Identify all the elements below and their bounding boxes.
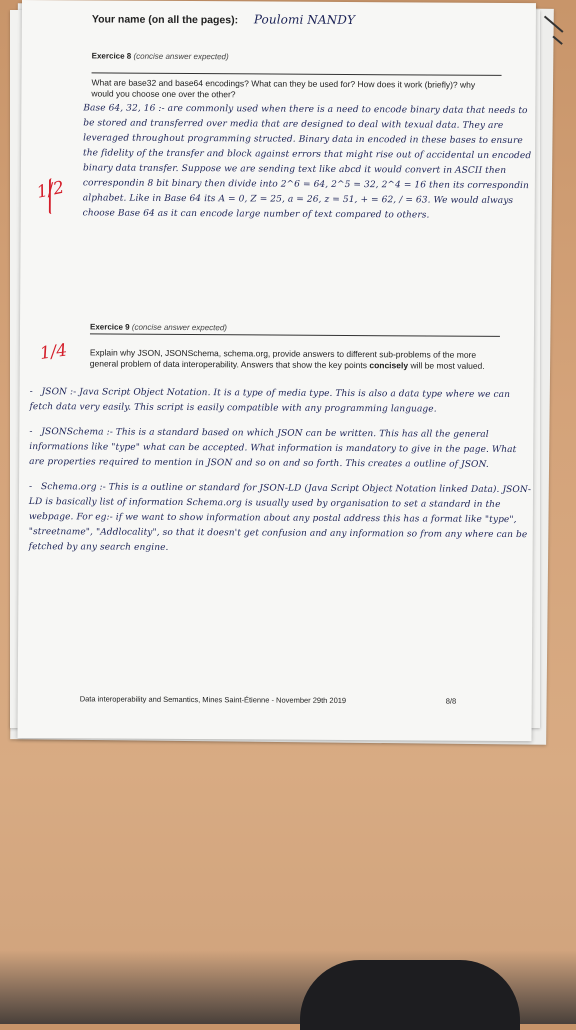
exam-page <box>17 0 535 741</box>
exercise-9-grade-mark: 1/4 <box>38 340 69 364</box>
answer-bullet: - <box>28 482 33 493</box>
exercise-9-title <box>90 321 227 333</box>
corner-mark <box>553 36 563 45</box>
answer-item-jsonschema <box>29 425 534 473</box>
exercise-8-grade-mark: 1/2 <box>35 177 66 203</box>
exercise-8-title <box>92 50 229 62</box>
margin-bracket-mark <box>49 178 60 214</box>
exercise-9-question-emphasis: concisely <box>369 360 409 371</box>
exercise-9-subtitle: (concise answer expected) <box>131 322 228 333</box>
exercise-8-subtitle: (concise answer expected) <box>133 51 229 62</box>
exercise-8-question: What are base32 and base64 encodings? What can they be used for? How does it work (briefly)? why would you choose one over the other? <box>91 77 476 100</box>
answer-text: JSON :- Java Script Object Notation. It is a type of media type. This is also a data type where we can fetch data very easily. This script is easily compatible with any programming language. <box>29 387 511 415</box>
answer-text: Schema.org :- This is a outline or standard for JSON-LD (Java Script Object Notation linked Data). JSON-LD is basically list of information Schema.org is usually used by organisation to set a standard in the webpage. For eg:- if we want to show information about any postal address this has a format like "type", "streetname", "Addlocality", so that it doesn't get confusion and any information so from any where can be fetched by any search engine. <box>28 482 532 553</box>
dark-object-on-desk <box>300 960 520 1030</box>
answer-text: JSONSchema :- This is a standard based on which JSON can be written. This has all the general informations like "type" what can be accepted. What information is mandatory to give in the page. What are properties required to mention in JSON and so on and so forth. This creates a outline of JSON. <box>29 427 517 470</box>
answer-item-schema-org <box>29 480 534 558</box>
exercise-9-question <box>90 347 485 371</box>
exercise-9-question-tail: will be most valued. <box>410 360 485 371</box>
exercise-8-divider <box>92 72 502 76</box>
student-name: Poulomi NANDY <box>253 12 356 28</box>
exercise-9-question-lead: Explain why JSON, JSONSchema, schema.org, provide answers to different sub-problems of the more general problem of data interoperability. Answers that show the key points <box>89 347 477 371</box>
exercise-8-label: Exercice 8 <box>91 51 132 61</box>
footer-text: Data interoperability and Semantics, Mines Saint-Étienne - November 29th 2019 <box>79 694 347 705</box>
answer-bullet: - <box>29 427 33 438</box>
answer-bullet: - <box>29 387 33 398</box>
answer-item-json <box>29 385 534 418</box>
exercise-8-answer: Base 64, 32, 16 :- are commonly used when there is a need to encode binary data that needs to be stored and transferred over media that are designed to deal with texual data. They are leveraged throughout programming structed. Binary data in encoded in these bases to ensure the fidelity of the transfer and block against errors that might rise out of accidental un encoded binary data transfer. Suppose we are sending text like abcd it would convert in ASCII then correspondin 8 bit binary then divide into 2^6 = 64, 2^5 = 32, 2^4 = 16 then its correspondin alphabet. Like in Base 64 its A = 0, Z = 25, a = 26, z = 51, + = 62, / = 63. We would always choose Base 64 as it can encode large number of text compared to others. <box>82 103 532 221</box>
page-number: 8/8 <box>445 696 457 706</box>
exercise-9-divider <box>90 333 500 337</box>
name-label: Your name (on all the pages): <box>91 13 239 27</box>
exercise-9-answer <box>29 385 535 568</box>
exercise-9-label: Exercice 9 <box>89 322 130 332</box>
